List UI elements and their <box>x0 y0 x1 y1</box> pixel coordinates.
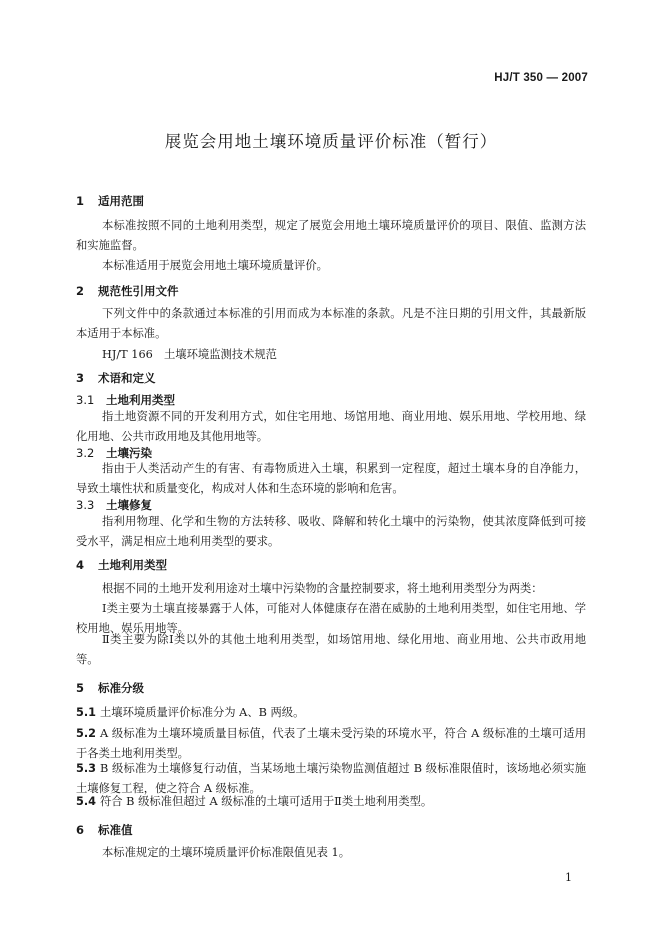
clause-5-1 <box>76 703 586 723</box>
section-4-para-3: Ⅱ类主要为除Ⅰ类以外的其他土地利用类型，如场馆用地、绿化用地、商业用地、公共市政用地等。 <box>76 633 586 666</box>
section-title: 规范性引用文件 <box>98 284 179 298</box>
term-number: 3.2 <box>76 446 95 460</box>
section-1-heading <box>76 193 144 209</box>
clause-5-4 <box>76 792 586 812</box>
clause-number: 5.2 <box>76 727 97 740</box>
term-number: 3.1 <box>76 393 95 407</box>
section-title: 适用范围 <box>98 194 144 208</box>
term-3-2-definition: 指由于人类活动产生的有害、有毒物质进入土壤，积累到一定程度，超过土壤本身的自净能力，导致土壤性状和质量变化，构成对人体和生态环境的影响和危害。 <box>76 462 586 495</box>
section-2-heading <box>76 283 179 299</box>
section-5-heading <box>76 680 144 696</box>
section-number: 2 <box>76 284 85 298</box>
clause-text: B 级标准为土壤修复行动值，当某场地土壤污染物监测值超过 B 级标准限值时，该场地必须实施土壤修复工程，使之符合 A 级标准。 <box>76 762 586 795</box>
clause-5-2 <box>76 724 586 764</box>
section-3-heading <box>76 370 156 386</box>
section-number: 5 <box>76 681 85 695</box>
page-number: 1 <box>565 871 572 884</box>
section-title: 土地利用类型 <box>98 558 167 572</box>
section-4-para-2: Ⅰ类主要为土壤直接暴露于人体，可能对人体健康存在潜在威胁的土地利用类型，如住宅用地、学校用地、娱乐用地等。 <box>76 602 586 635</box>
section-6-para-1: 本标准规定的土壤环境质量评价标准限值见表 1。 <box>102 846 351 859</box>
section-number: 1 <box>76 194 85 208</box>
section-2-para-1: 下列文件中的条款通过本标准的引用而成为本标准的条款。凡是不注日期的引用文件，其最新版本适用于本标准。 <box>76 307 586 340</box>
page-title: 展览会用地土壤环境质量评价标准（暂行） <box>164 132 498 151</box>
clause-text: A 级标准为土壤环境质量目标值，代表了土壤未受污染的环境水平，符合 A 级标准的土壤可适用于各类土地利用类型。 <box>76 727 586 760</box>
clause-number: 5.4 <box>76 795 97 808</box>
term-3-3-heading <box>76 497 152 513</box>
section-6-heading <box>76 822 133 838</box>
term-title: 土地利用类型 <box>106 393 175 407</box>
reference-entry <box>102 346 277 362</box>
term-3-1-heading <box>76 392 175 408</box>
reference-title: 土壤环境监测技术规范 <box>164 348 277 361</box>
section-title: 术语和定义 <box>98 371 156 385</box>
section-number: 4 <box>76 558 85 572</box>
section-title: 标准值 <box>98 823 133 837</box>
section-4-para-1: 根据不同的土地开发利用途对土壤中污染物的含量控制要求，将土地利用类型分为两类： <box>102 582 543 595</box>
section-title: 标准分级 <box>98 681 144 695</box>
term-title: 土壤污染 <box>106 446 152 460</box>
clause-number: 5.1 <box>76 706 97 719</box>
term-number: 3.3 <box>76 498 95 512</box>
section-number: 6 <box>76 823 85 837</box>
standard-code: HJ/T 350 — 2007 <box>494 72 588 84</box>
clause-number: 5.3 <box>76 762 97 775</box>
section-1-para-2: 本标准适用于展览会用地土壤环境质量评价。 <box>102 259 328 272</box>
section-1-para-1: 本标准按照不同的土地利用类型，规定了展览会用地土壤环境质量评价的项目、限值、监测方法和实施监督。 <box>76 219 586 252</box>
term-3-3-definition: 指利用物理、化学和生物的方法转移、吸收、降解和转化土壤中的污染物，使其浓度降低到可接受水平，满足相应土地利用类型的要求。 <box>76 515 586 548</box>
term-3-1-definition: 指土地资源不同的开发利用方式，如住宅用地、场馆用地、商业用地、娱乐用地、学校用地、绿化用地、公共市政用地及其他用地等。 <box>76 410 586 443</box>
section-number: 3 <box>76 371 85 385</box>
clause-text: 符合 B 级标准但超过 A 级标准的土壤可适用于Ⅱ类土地利用类型。 <box>100 795 433 808</box>
section-4-heading <box>76 557 167 573</box>
term-title: 土壤修复 <box>106 498 152 512</box>
reference-code: HJ/T 166 <box>102 348 153 361</box>
clause-text: 土壤环境质量评价标准分为 A、B 两级。 <box>100 706 305 719</box>
